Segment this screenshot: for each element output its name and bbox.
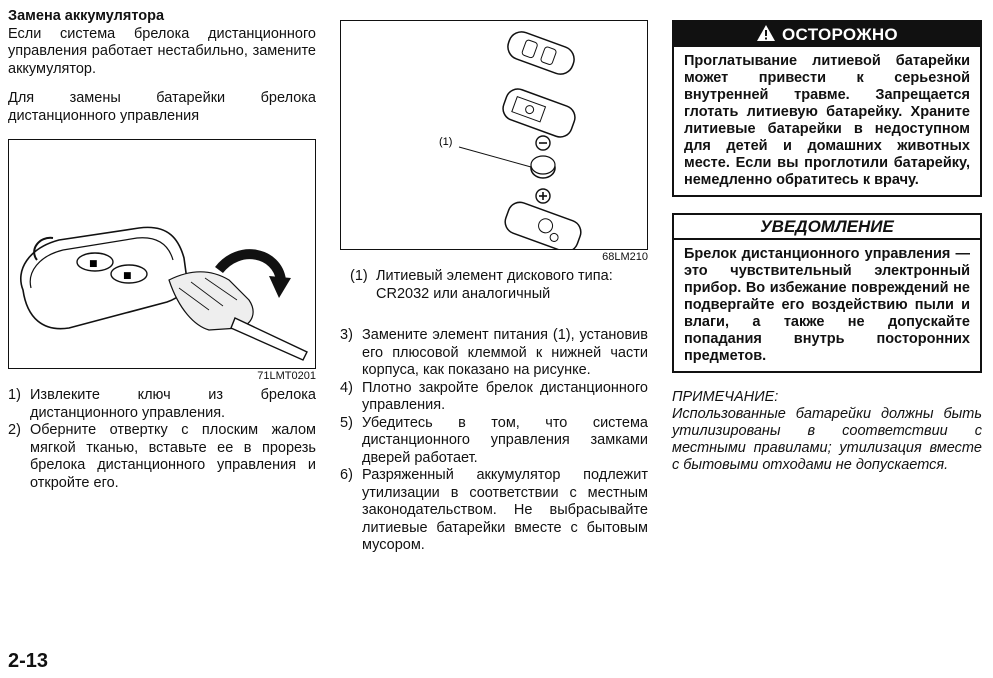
notice-title: УВЕДОМЛЕНИЕ: [674, 215, 980, 241]
page-number: 2-13: [8, 650, 49, 672]
list-item: 1) Извлеките ключ из брелока дистанционного управления.: [8, 387, 316, 421]
note-title: ПРИМЕЧАНИЕ:: [672, 389, 779, 405]
figure-key-fob-opening: [8, 139, 316, 369]
note-block: [672, 389, 982, 474]
intro-paragraph: Если система брелока дистанционного управления работает нестабильно, замените аккумулятор.: [8, 25, 316, 77]
steps-list-middle: [340, 327, 648, 555]
list-item: 2) Оберните отвертку с плоским жалом мягкой тканью, вставьте ее в прорезь брелока дистанционного управления и откройте его.: [8, 422, 316, 491]
warning-triangle-icon: [756, 24, 776, 42]
right-column: [672, 20, 982, 474]
list-item: 4) Плотно закройте брелок дистанционного управления.: [340, 379, 648, 413]
middle-column: [340, 8, 648, 555]
figure-code-left: 71LMT0201: [257, 370, 316, 382]
steps-list-left: [8, 387, 316, 492]
list-item: 3) Замените элемент питания (1), установив его плюсовой клеммой к нижней части корпуса, как показано на рисунке.: [340, 327, 648, 378]
notice-text: Брелок дистанционного управления — это чувствительный электронный прибор. Во избежание повреждений не подвергайте его воздействию пыли и влаги, а также не допускайте попадания внутрь посторонних предметов.: [684, 246, 970, 364]
note-text: Использованные батарейки должны быть утилизированы в соответствии с местными правилами; утилизация вместе с бытовыми отходами не допускается.: [672, 406, 982, 473]
notice-box: [672, 213, 982, 374]
figure-caption: (1) Литиевый элемент дискового типа: CR2032 или аналогичный: [350, 268, 613, 302]
svg-text:■: ■: [123, 271, 132, 281]
figure-battery-replacement: [340, 20, 648, 250]
list-item: 5) Убедитесь в том, что система дистанционного управления замками дверей работает.: [340, 414, 648, 466]
warning-title: ОСТОРОЖНО: [782, 25, 898, 44]
sub-paragraph: Для замены батарейки брелока дистанционного управления: [8, 90, 316, 124]
warning-header: [674, 22, 980, 47]
callout-label: (1): [439, 136, 453, 148]
list-item: 6) Разряженный аккумулятор подлежит утилизации в соответствии с местным законодательством. Не выбрасывайте литиевые батарейки вместе с бытовым мусором.: [340, 467, 648, 553]
warning-box: [672, 20, 982, 197]
svg-text:■: ■: [89, 259, 98, 269]
figure-code-middle: 68LM210: [602, 251, 648, 263]
warning-text: Проглатывание литиевой батарейки может привести к серьезной внутренней травме. Запрещается глотать литиевую батарейку. Храните литиевые батарейки в недоступном для детей и домашних животных месте. Если вы проглотили батарейку, немедленно обратитесь к врачу.: [684, 52, 970, 188]
section-title: Замена аккумулятора: [8, 8, 165, 24]
key-fob-screwdriver-illustration: [9, 140, 315, 368]
left-column: [8, 8, 316, 492]
battery-exploded-illustration: [341, 21, 647, 249]
